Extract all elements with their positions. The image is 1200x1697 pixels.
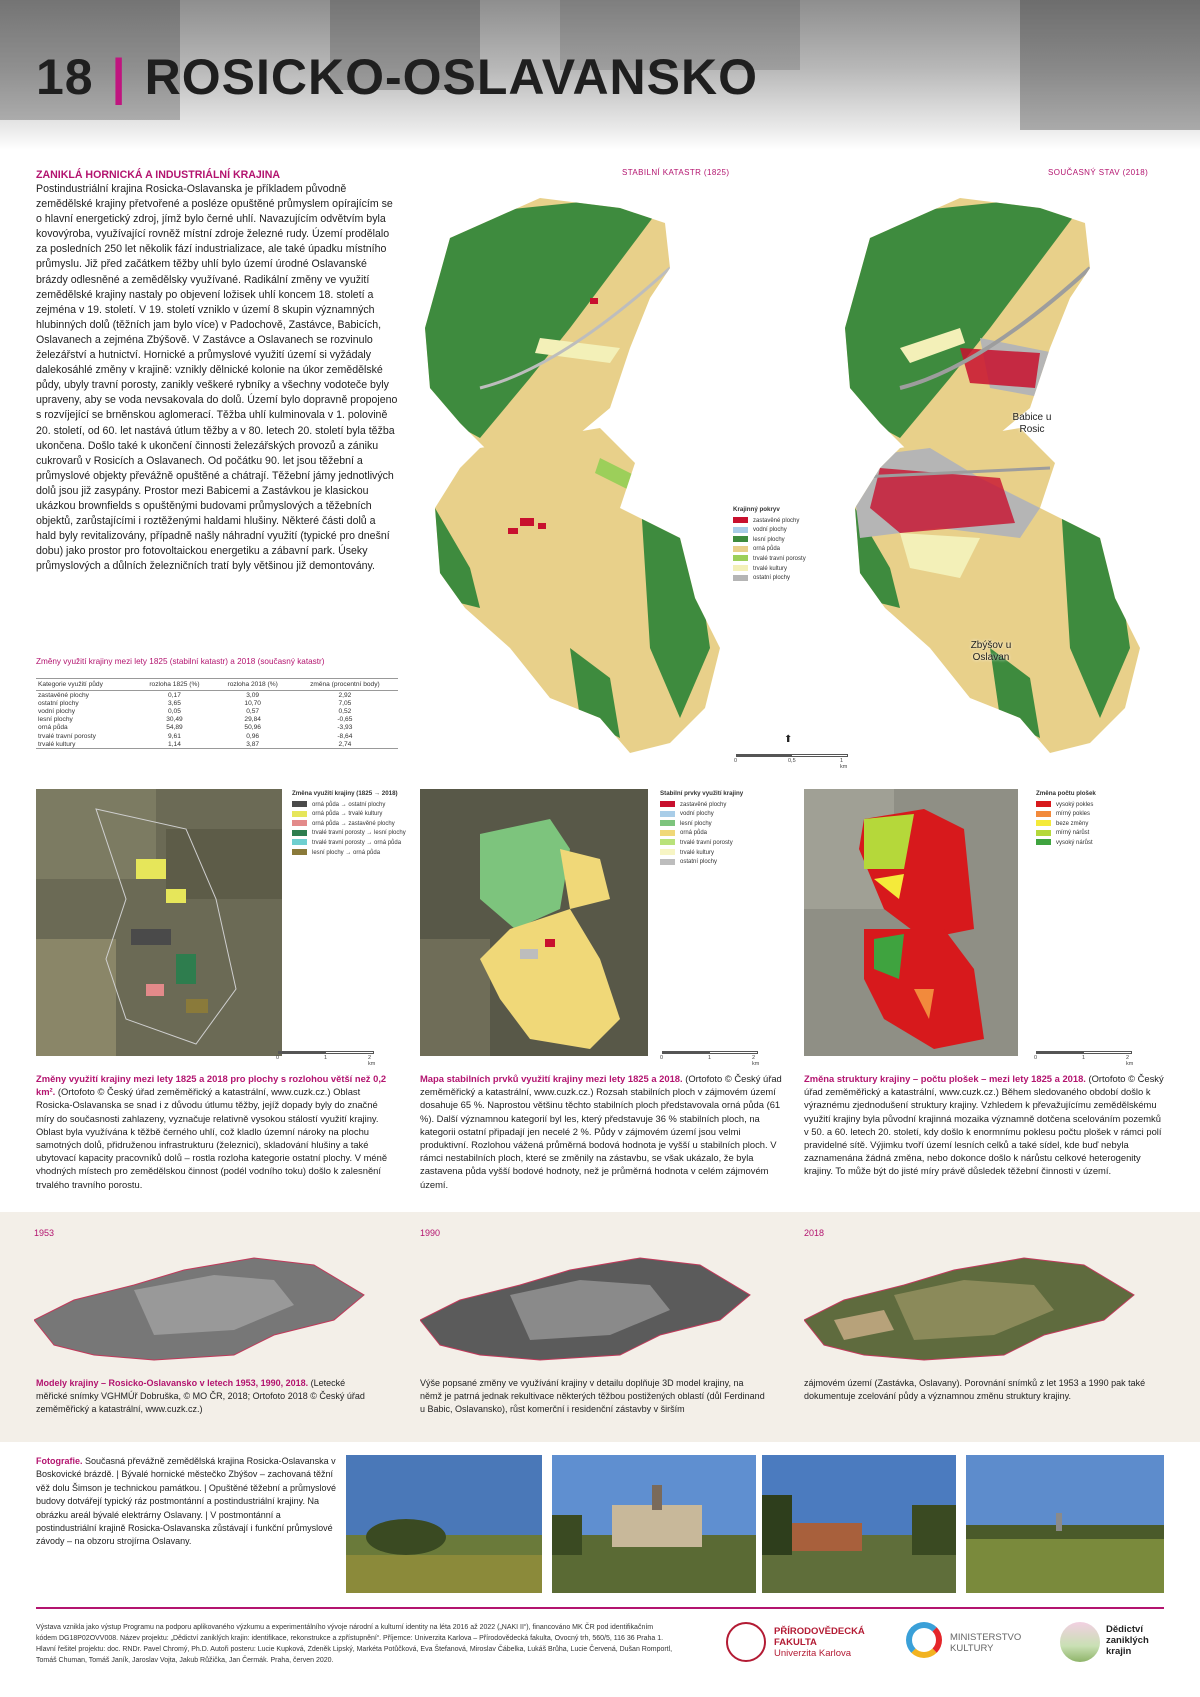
legend-swatch: [733, 565, 748, 571]
ministry-ring-icon: [906, 1622, 942, 1658]
legend-item: [1036, 820, 1096, 830]
table-cell: 0,52: [338, 707, 352, 715]
table-cell: 50,96: [244, 724, 261, 732]
table-header-cell: Kategorie využití půdy: [36, 679, 135, 691]
legend-item: [660, 820, 743, 830]
legend-item: [660, 801, 743, 811]
dedictvi-landscape-icon: [1060, 1622, 1100, 1662]
table-row: [36, 699, 398, 707]
patch-map-image: [804, 789, 1018, 1056]
footer-text: Výstava vznikla jako výstup Programu na podporu aplikovaného výzkumu a experimentálního vývoje národní a kulturní identity na léta 2016 až 2022 („NAKI II“), financováno MK ČR pod identifikačním kódem DG18P02OVV008. Název projektu: „Dědictví zaniklých krajin: identifikace, rekonstrukce a zpřístupnění“. Příjemce: Univerzita Karlova – Přírodovědecká fakulta, Ovocný trh, 560/5, 116 36 Praha 1. Hlavní řešitel projektu: doc. RNDr. Pavel Chromý, Ph.D. Autoři posteru: Lucie Kupková, Zdeněk Lipský, Markéta Potůčková, Eva Štefanová, Miroslav Čábelka, Lukáš Brůha, Lucie Červená, Dušan Romportl, Tomáš Chuman, Tomáš Janík, Jaroslav Vojta, Jakub Růžička, Jan Čermák. Praha, červen 2020.: [36, 1624, 673, 1664]
legend-item: [292, 829, 406, 839]
legend-label: orná půda: [753, 546, 781, 553]
legend-label: zastavěné plochy: [753, 517, 800, 524]
p3-scale-0: 0: [1034, 1055, 1038, 1061]
legend-swatch: [1036, 820, 1051, 826]
table-cell: 3,09: [246, 691, 260, 699]
model-year-2018: 2018: [804, 1228, 825, 1238]
p2-scale-1: 1: [708, 1055, 712, 1061]
table-cell: 9,61: [168, 732, 181, 740]
poster-number: 18: [36, 49, 94, 105]
legend-swatch: [292, 849, 307, 855]
caption1-text: (Ortofoto © Český úřad zeměměřický a katastrální, www.cuzk.cz.) Oblast Rosicka-Oslavanska se snad i z důvodu útlumu těžby, jejíž dopady byly do značné míry do současnosti zahlazeny, vyznačuje relativně vysokou stálostí využití krajiny. Oblast byla využívána k těžbě černého uhlí, což kladlo územní nároky na plochu samotných dolů, přidruženou infrastrukturu (železnici), skladování hlušiny a také ubytovací kapacity pracovníků dolů – rostla rozloha kategorie ostatní plochy. V méně vhodných místech pro zemědělskou činnost (podél vodního toku) došlo k zalesnění trvalého travního porostu.: [36, 1086, 388, 1190]
model-year-1990: 1990: [420, 1228, 441, 1238]
logo3-line1: Dědictví: [1106, 1624, 1143, 1635]
panel2-legend: [660, 789, 743, 868]
p2-scale-0: 0: [660, 1055, 664, 1061]
legend-label: trvalé kultury: [753, 565, 788, 572]
table-cell: 1,14: [168, 740, 181, 748]
table-cell: 3,87: [246, 740, 260, 748]
logo3-line2: zaniklých: [1106, 1635, 1149, 1646]
model-2018: [804, 1250, 1144, 1380]
table-cell: orná půda: [38, 724, 68, 732]
page-title: [36, 48, 758, 106]
legend-label: ostatní plochy: [753, 575, 791, 582]
legend-item: [1036, 810, 1096, 820]
scale-end: 1 km: [840, 758, 848, 770]
legend-swatch: [660, 859, 675, 865]
table-cell: lesní plochy: [38, 716, 73, 724]
legend-item: [660, 849, 743, 859]
legend-label: vodní plochy: [680, 811, 714, 818]
table-cell: 0,96: [246, 732, 260, 740]
table-header-cell: rozloha 2018 (%): [214, 679, 292, 691]
land-use-change-table: [36, 678, 398, 749]
legend-label: trvalé travní porosty: [753, 555, 806, 562]
photos-caption: [36, 1455, 336, 1549]
table-header-cell: rozloha 1825 (%): [135, 679, 213, 691]
photo-oslavany-power-plant: [762, 1455, 956, 1593]
legend-label: mírný nárůst: [1056, 830, 1090, 837]
legend-swatch: [733, 536, 748, 542]
logo1-line1: PŘÍRODOVĚDECKÁ: [774, 1626, 865, 1637]
legend-item: [660, 829, 743, 839]
photo-landscape: [346, 1455, 542, 1593]
legend-swatch: [292, 839, 307, 845]
legend-item: [733, 526, 806, 536]
p1-scale-2: 2 km: [368, 1055, 376, 1067]
legend-swatch: [1036, 830, 1051, 836]
panel1-legend-title: Změna využití krajiny (1825 → 2018): [292, 790, 398, 797]
stable-map-image: [420, 789, 648, 1056]
map-2018: [840, 178, 1180, 758]
logo1-line3: Univerzita Karlova: [774, 1648, 852, 1659]
p3-scale-2: 2 km: [1126, 1055, 1134, 1067]
legend-item: [733, 536, 806, 546]
legend-swatch: [733, 517, 748, 523]
scale-mid: 0,5: [788, 758, 796, 764]
legend-label: vysoký nárůst: [1056, 839, 1093, 846]
table-title: Změny využití krajiny mezi lety 1825 (stabilní katastr) a 2018 (současný katastr): [36, 657, 325, 666]
town-label-babice: Babice u Rosic: [1012, 412, 1052, 435]
title-separator: |: [111, 49, 127, 105]
legend-item: [1036, 801, 1096, 811]
legend-item: [292, 801, 406, 811]
legend-label: trvalé travní porosty: [680, 839, 733, 846]
logo2-line2: KULTURY: [950, 1643, 994, 1654]
panel-patch-map: [804, 789, 1018, 1056]
legend-item: [292, 839, 406, 849]
map-label-2018: SOUČASNÝ STAV (2018): [1048, 168, 1149, 177]
caption-patch-map: [804, 1072, 1166, 1178]
panel-stable-map: [420, 789, 648, 1056]
model-year-1953: 1953: [34, 1228, 55, 1238]
table-row: [36, 732, 398, 740]
legend-label: orná půda → zastavěné plochy: [312, 820, 395, 827]
models-caption-2: Výše popsané změny ve využívání krajiny v detailu doplňuje 3D model krajiny, na němž je patrná jednak rekultivace některých těžbou postižených oblastí (důl Ferdinand u Babic, Oslavansko), růst komerční i residenční zástavby v širším: [420, 1378, 765, 1414]
legend-item: [660, 839, 743, 849]
legend-swatch: [1036, 839, 1051, 845]
legend-label: zastavěné plochy: [680, 801, 727, 808]
legend-item: [660, 858, 743, 868]
legend-item: [292, 849, 406, 859]
table-cell: -8,64: [337, 732, 353, 740]
intro-section: [36, 168, 398, 574]
legend-swatch: [292, 801, 307, 807]
legend-item: [292, 810, 406, 820]
legend-label: ostatní plochy: [680, 859, 718, 866]
panel2-legend-title: Stabilní prvky využití krajiny: [660, 790, 744, 797]
photos-caption-text: Současná převážně zemědělská krajina Rosicka-Oslavanska v Boskovické brázdě. | Bývalé hornické městečko Zbýšov – zachovaná těžní věž dolu Šimson je technickou památkou. | Opuštěné těžební a průmyslové budovy dotvářejí typický ráz postmontánní a postindustriální krajiny. Na obrázku areál bývalé elektrárny Oslavany. | V postmontánní a postindustriální krajině Rosicka-Oslavanska zůstávají i funkční průmyslové závody – na obzoru strojírna Oslavany.: [36, 1456, 337, 1547]
p2-scale-2: 2 km: [752, 1055, 760, 1067]
table-cell: -0,65: [337, 716, 353, 724]
model-1953: [34, 1250, 374, 1380]
caption-stable-map: [420, 1072, 782, 1191]
panel-change-map: [36, 789, 282, 1056]
legend-item: [292, 820, 406, 830]
table-cell: 54,89: [166, 724, 183, 732]
legend-title: Krajinný pokryv: [733, 506, 780, 513]
panel3-legend: [1036, 789, 1096, 849]
table-row: [36, 707, 398, 715]
map-1825: [420, 178, 760, 758]
logo3-line3: krajin: [1106, 1646, 1132, 1657]
legend-label: lesní plochy → orná půda: [312, 849, 381, 856]
table-cell: 0,05: [168, 707, 181, 715]
legend-swatch: [660, 820, 675, 826]
models-caption-title: Modely krajiny – Rosicko-Oslavansko v letech 1953, 1990, 2018.: [36, 1378, 309, 1388]
legend-label: lesní plochy: [753, 536, 785, 543]
caption3-text: (Ortofoto © Český úřad zeměměřický a katastrální, www.cuzk.cz.) Během sledovaného období došlo k výraznému zjednodušení struktury krajiny. Vzhledem k převažujícímu zemědělskému využití krajiny byla původní krajinná mozaika významně dotčena scelováním pozemků v 50. a 60. letech 20. století, kdy došlo k enormnímu poklesu počtu plošek v rámci polí pravidelné sítě. Výjimku tvoří území lesních celků a také sídel, kde buď nebyla zaznamenána žádná změna, nebo dokonce došlo k nárůstu celkové heterogenity krajiny. To může být do jisté míry právě důsledek těžební činnosti v území.: [804, 1073, 1164, 1177]
table-cell: -3,93: [337, 724, 353, 732]
logo2-line1: MINISTERSTVO: [950, 1632, 1022, 1643]
legend-label: orná půda: [680, 830, 708, 837]
legend-label: vysoký pokles: [1056, 801, 1094, 808]
p1-scale-1: 1: [324, 1055, 328, 1061]
legend-label: trvalé kultury: [680, 849, 715, 856]
table-cell: 29,84: [244, 716, 261, 724]
legend-label: orná půda → trvalé kultury: [312, 811, 383, 818]
caption1-title: Změny využití krajiny mezi lety 1825 a 2018 pro plochy s rozlohou větší než 0,2 km².: [36, 1073, 387, 1098]
legend-item: [1036, 829, 1096, 839]
north-arrow-icon: ⬆: [784, 734, 793, 745]
legend-swatch: [660, 849, 675, 855]
map-legend: [733, 505, 806, 584]
legend-swatch: [733, 555, 748, 561]
legend-swatch: [292, 820, 307, 826]
table-cell: 2,92: [338, 691, 352, 699]
legend-item: [733, 574, 806, 584]
legend-label: beze změny: [1056, 820, 1089, 827]
legend-swatch: [733, 546, 748, 552]
table-cell: ostatní plochy: [38, 699, 79, 707]
change-map-image: [36, 789, 282, 1056]
caption-change-map: [36, 1072, 398, 1191]
panel1-legend: [292, 789, 406, 858]
legend-label: trvalé travní porosty → orná půda: [312, 839, 402, 846]
legend-swatch: [292, 830, 307, 836]
models-caption-3: zájmovém území (Zastávka, Oslavany). Porovnání snímků z let 1953 a 1990 pak také dokumentuje zcelování půdy a významnou změnu struktury krajiny.: [804, 1378, 1146, 1401]
intro-heading: ZANIKLÁ HORNICKÁ A INDUSTRIÁLNÍ KRAJINA: [36, 169, 281, 181]
footer-divider: [36, 1607, 1164, 1609]
legend-swatch: [733, 527, 748, 533]
p1-scale-0: 0: [276, 1055, 280, 1061]
table-cell: 7,05: [338, 699, 352, 707]
table-header-cell: změna (procentní body): [292, 679, 398, 691]
models-caption-1: [36, 1377, 376, 1416]
map-label-1825: STABILNÍ KATASTR (1825): [622, 168, 730, 177]
table-row: [36, 716, 398, 724]
photo-oslavany-machinery: [966, 1455, 1164, 1593]
table-cell: 3,65: [168, 699, 181, 707]
legend-label: lesní plochy: [680, 820, 712, 827]
prf-seal-icon: [726, 1622, 766, 1662]
table-cell: 30,49: [166, 716, 183, 724]
legend-label: vodní plochy: [753, 527, 787, 534]
legend-label: orná půda → ostatní plochy: [312, 801, 386, 808]
table-cell: 2,74: [338, 740, 352, 748]
legend-swatch: [660, 811, 675, 817]
table-cell: 0,57: [246, 707, 260, 715]
table-row: [36, 691, 398, 700]
legend-swatch: [660, 801, 675, 807]
legend-label: mírný pokles: [1056, 811, 1091, 818]
legend-item: [733, 545, 806, 555]
legend-item: [733, 555, 806, 565]
photo-zbysov-headframe: [552, 1455, 756, 1593]
caption2-text: (Ortofoto © Český úřad zeměměřický a katastrální, www.cuzk.cz.) Rozsah stabilních ploch v zájmovém území dosahuje 65 %. Naprostou většinu těchto stabilních ploch představovala orná půda (61 %). Další významnou kategorií byl les, který představuje 36 % stabilních ploch, na kategorii ostatní připadají jen necelé 2 %. Půdy v zájmovém území jsou velmi produktivní. Rozlohou vážená průměrná bodová hodnota je vyšší u stabilních ploch. V rámci nestabilních ploch, které se změnily na zástavbu, se však ukázalo, že byla zastavena půda vyšší bodové hodnoty, než je průměrná hodnota v celém zájmovém území.: [420, 1073, 782, 1190]
legend-swatch: [1036, 801, 1051, 807]
caption2-title: Mapa stabilních prvků využití krajiny mezi lety 1825 a 2018.: [420, 1073, 683, 1084]
table-cell: 0,17: [168, 691, 181, 699]
models-caption-text: (Letecké měřické snímky VGHMÚř Dobruška, © MO ČR, 2018; Ortofoto 2018 © Český úřad zeměměřický a katastrální, www.cuzk.cz.): [36, 1378, 365, 1414]
table-row: [36, 724, 398, 732]
caption3-title: Změna struktury krajiny – počtu plošek – mezi lety 1825 a 2018.: [804, 1073, 1086, 1084]
legend-swatch: [660, 830, 675, 836]
table-cell: trvalé travní porosty: [38, 732, 96, 740]
photos-caption-title: Fotografie.: [36, 1456, 83, 1466]
town-label-zbysov: Zbýšov u Oslavan: [970, 640, 1012, 663]
legend-swatch: [292, 811, 307, 817]
p3-scale-1: 1: [1082, 1055, 1086, 1061]
legend-swatch: [1036, 811, 1051, 817]
table-cell: 10,70: [244, 699, 261, 707]
model-1990: [420, 1250, 760, 1380]
panel3-legend-title: Změna počtu plošek: [1036, 790, 1096, 797]
legend-item: [733, 565, 806, 575]
legend-swatch: [733, 575, 748, 581]
legend-item: [660, 810, 743, 820]
scale-0: 0: [734, 758, 738, 764]
table-cell: trvalé kultury: [38, 740, 76, 748]
legend-swatch: [660, 839, 675, 845]
legend-item: [1036, 839, 1096, 849]
table-cell: vodní plochy: [38, 707, 76, 715]
table-cell: zastavěné plochy: [38, 691, 89, 699]
legend-label: trvalé travní porosty → lesní plochy: [312, 830, 406, 837]
table-row: [36, 740, 398, 749]
logo1-line2: FAKULTA: [774, 1637, 817, 1648]
poster-title: ROSICKO-OSLAVANSKO: [144, 49, 759, 105]
legend-item: [733, 517, 806, 527]
intro-text: Postindustriální krajina Rosicka-Oslavanska je příkladem původně zemědělské krajiny přetvořené a posléze opuštěné průmyslem opírajícím se o hlavní energetický zdroj, jímž bylo černé uhlí. Navazujícím odvětvím byla kovovýroba, využívající rovněž místní zdroje železné rudy. Území prodělalo za posledních 250 let několik fází industrializace, ale také úpadku místního průmyslu. Již před začátkem těžby uhlí bylo území úrodné Oslavanské brázdy odlesněné a zemědělsky využívané. Radikální změny ve využití zemědělské krajiny nastaly po objevení ložisek uhlí koncem 18. století a zejména v 19. století. V 19. století vzniklo v území 8 skupin významných hlubinných dolů (těžních jam bylo více) v Padochově, Zastávce, Babicích, Oslavanech a zejména Zbýšově. V Zastávce a Oslavanech se rozvinulo železářství a hutnictví. Hornické a průmyslové využití území si vyžádaly dalekosáhlé změny v krajině: vznikly dělnické kolonie na úkor zemědělské půdy, ubyly travní porosty, zanikly veškeré rybníky a všechny vodoteče byly upraveny, aby se voda nevsakovala do dolů. Území bylo dopravně propojeno s rozvíjející se brněnskou aglomerací. Těžba uhlí kulminovala v 1. polovině 20. století, od 60. let nastává útlum těžby a v 80. letech 20. století byla těžba ukončena. Došlo také k ukončení činnosti železářských provozů a zániku cukrovarů v Rosicích a Oslavanech. Od počátku 90. let jsou těžební a průmyslové objekty převážně opuštěné a chátrají. Těžební jámy jednotlivých dolů jsou již zasypány. Prostor mezi Babicemi a Zastávkou je klasickou ukázkou brownfields s opuštěnými budovami průmyslových a těžebních objektů, zarůstajícími i roztěženými haldami hlušiny. Některé části dolů a hald byly revitalizovány, případně našly náhradní využití (typické pro dnešní dobu) jako prostor pro fotovoltaickou energetiku a zábavní park. Úseky průmyslových a důlních železničních tratí byly většinou již demontovány.: [36, 183, 398, 573]
